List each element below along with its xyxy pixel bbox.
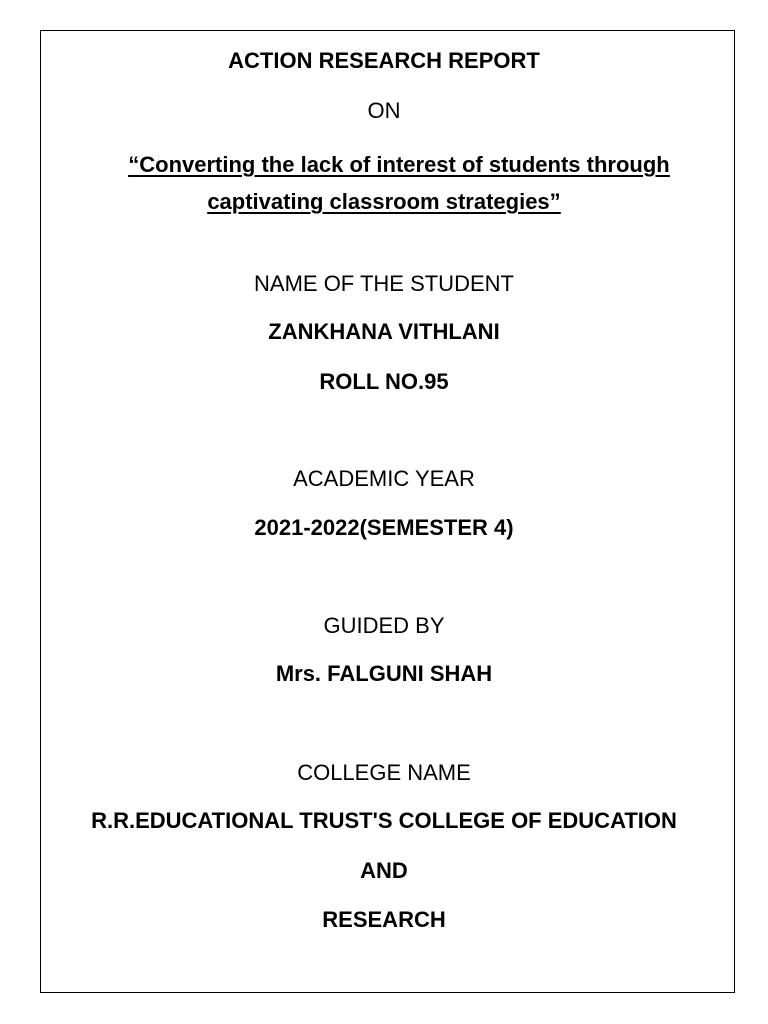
student-name-label: NAME OF THE STUDENT [254,271,514,296]
academic-year-value: 2021-2022(SEMESTER 4) [254,515,514,540]
report-topic [0,146,768,220]
college-name-label: COLLEGE NAME [297,760,471,785]
topic-line-2: captivating classroom strategies” [207,189,561,214]
academic-year-label: ACADEMIC YEAR [293,466,475,491]
college-name-line-3: RESEARCH [322,907,446,932]
topic-line-1: “Converting the lack of interest of students through [128,152,670,177]
student-name: ZANKHANA VITHLANI [268,319,500,344]
college-name-line-2: AND [360,858,408,883]
college-name-line-1: R.R.EDUCATIONAL TRUST'S COLLEGE OF EDUCATION [91,808,677,833]
guided-by-label: GUIDED BY [323,613,445,638]
report-title: ACTION RESEARCH REPORT [228,48,540,73]
roll-number: ROLL NO.95 [319,369,449,394]
guide-name: Mrs. FALGUNI SHAH [275,661,493,686]
report-on-text: ON [367,98,401,123]
